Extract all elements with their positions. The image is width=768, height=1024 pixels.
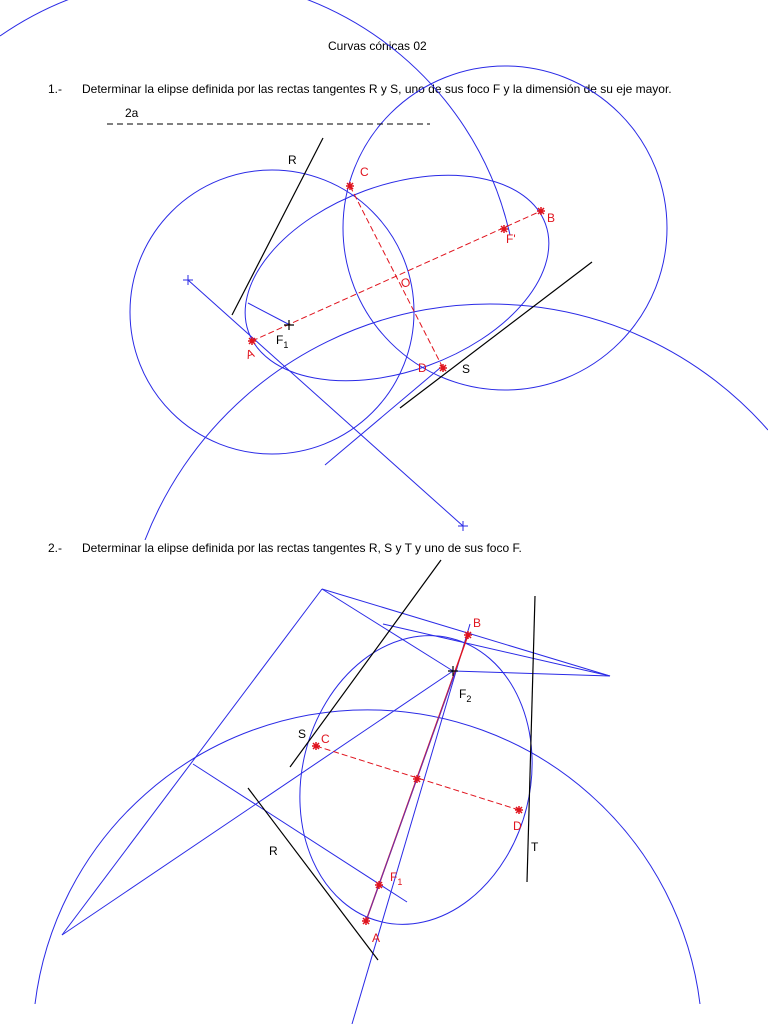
construction-segment-b: [248, 303, 290, 325]
point-A-marker: [362, 917, 370, 925]
problem1-statement: Determinar la elipse definida por las rectas tangentes R y S, uno de sus foco F y la dimensión de su eje mayor.: [82, 82, 672, 96]
problem2-number: 2.-: [48, 541, 63, 555]
focal-line: [352, 624, 470, 1024]
point-C-marker: [312, 742, 320, 750]
label-F2: $F_2$: [459, 687, 472, 704]
circle-left: [130, 170, 414, 454]
label-O: O: [398, 274, 413, 291]
label-B: B: [473, 616, 482, 630]
center-marker: [413, 775, 421, 783]
point-B-marker: [537, 207, 545, 215]
problem2-statement: Determinar la elipse definida por las rectas tangentes R, S y T y uno de sus foco F.: [82, 541, 522, 555]
label-F1: $F_1$: [276, 333, 289, 350]
large-arc-top: [0, 0, 510, 235]
problem1-number: 1.-: [48, 82, 63, 96]
tangent-R: [232, 138, 323, 315]
label-A: A: [372, 931, 381, 945]
diagram-problem2: [0, 554, 768, 1024]
label-R: R: [288, 153, 297, 167]
construction-line-6: [383, 624, 610, 676]
large-arc-right: [145, 304, 768, 540]
label-F1: $F_1$: [390, 870, 403, 887]
point-B-marker: [464, 631, 472, 639]
label-R: R: [269, 844, 278, 858]
tangent-S: [290, 560, 441, 767]
label-B: B: [547, 211, 556, 225]
point-A-marker: [248, 337, 256, 345]
construction-line-5: [453, 671, 610, 676]
big-circle-arc: [35, 710, 700, 1004]
point-C-marker: [346, 182, 354, 190]
point-D-marker: [439, 364, 447, 372]
label-T: T: [531, 840, 539, 854]
perpendicular-line: [188, 280, 463, 526]
label-C: C: [321, 732, 330, 746]
document-title: Curvas cónicas 02: [328, 39, 427, 53]
axis-label-2a: 2a: [125, 106, 139, 120]
label-S: S: [462, 362, 471, 376]
label-D: D: [418, 361, 427, 375]
minor-axis: [350, 186, 443, 368]
label-S: S: [298, 727, 307, 741]
tangent-S: [400, 262, 592, 408]
point-F1-marker: [375, 881, 383, 889]
label-A: A: [243, 346, 257, 362]
label-F-prime: F': [506, 232, 516, 246]
tangent-R: [248, 788, 381, 960]
point-D-marker: [515, 806, 523, 814]
label-C: C: [360, 165, 369, 179]
focus-F1-marker: [284, 320, 294, 330]
construction-segment-a: [325, 368, 440, 465]
label-D: D: [513, 819, 522, 833]
construction-line-3: [322, 589, 453, 671]
construction-line-1: [62, 589, 322, 935]
construction-line-2: [62, 671, 453, 935]
